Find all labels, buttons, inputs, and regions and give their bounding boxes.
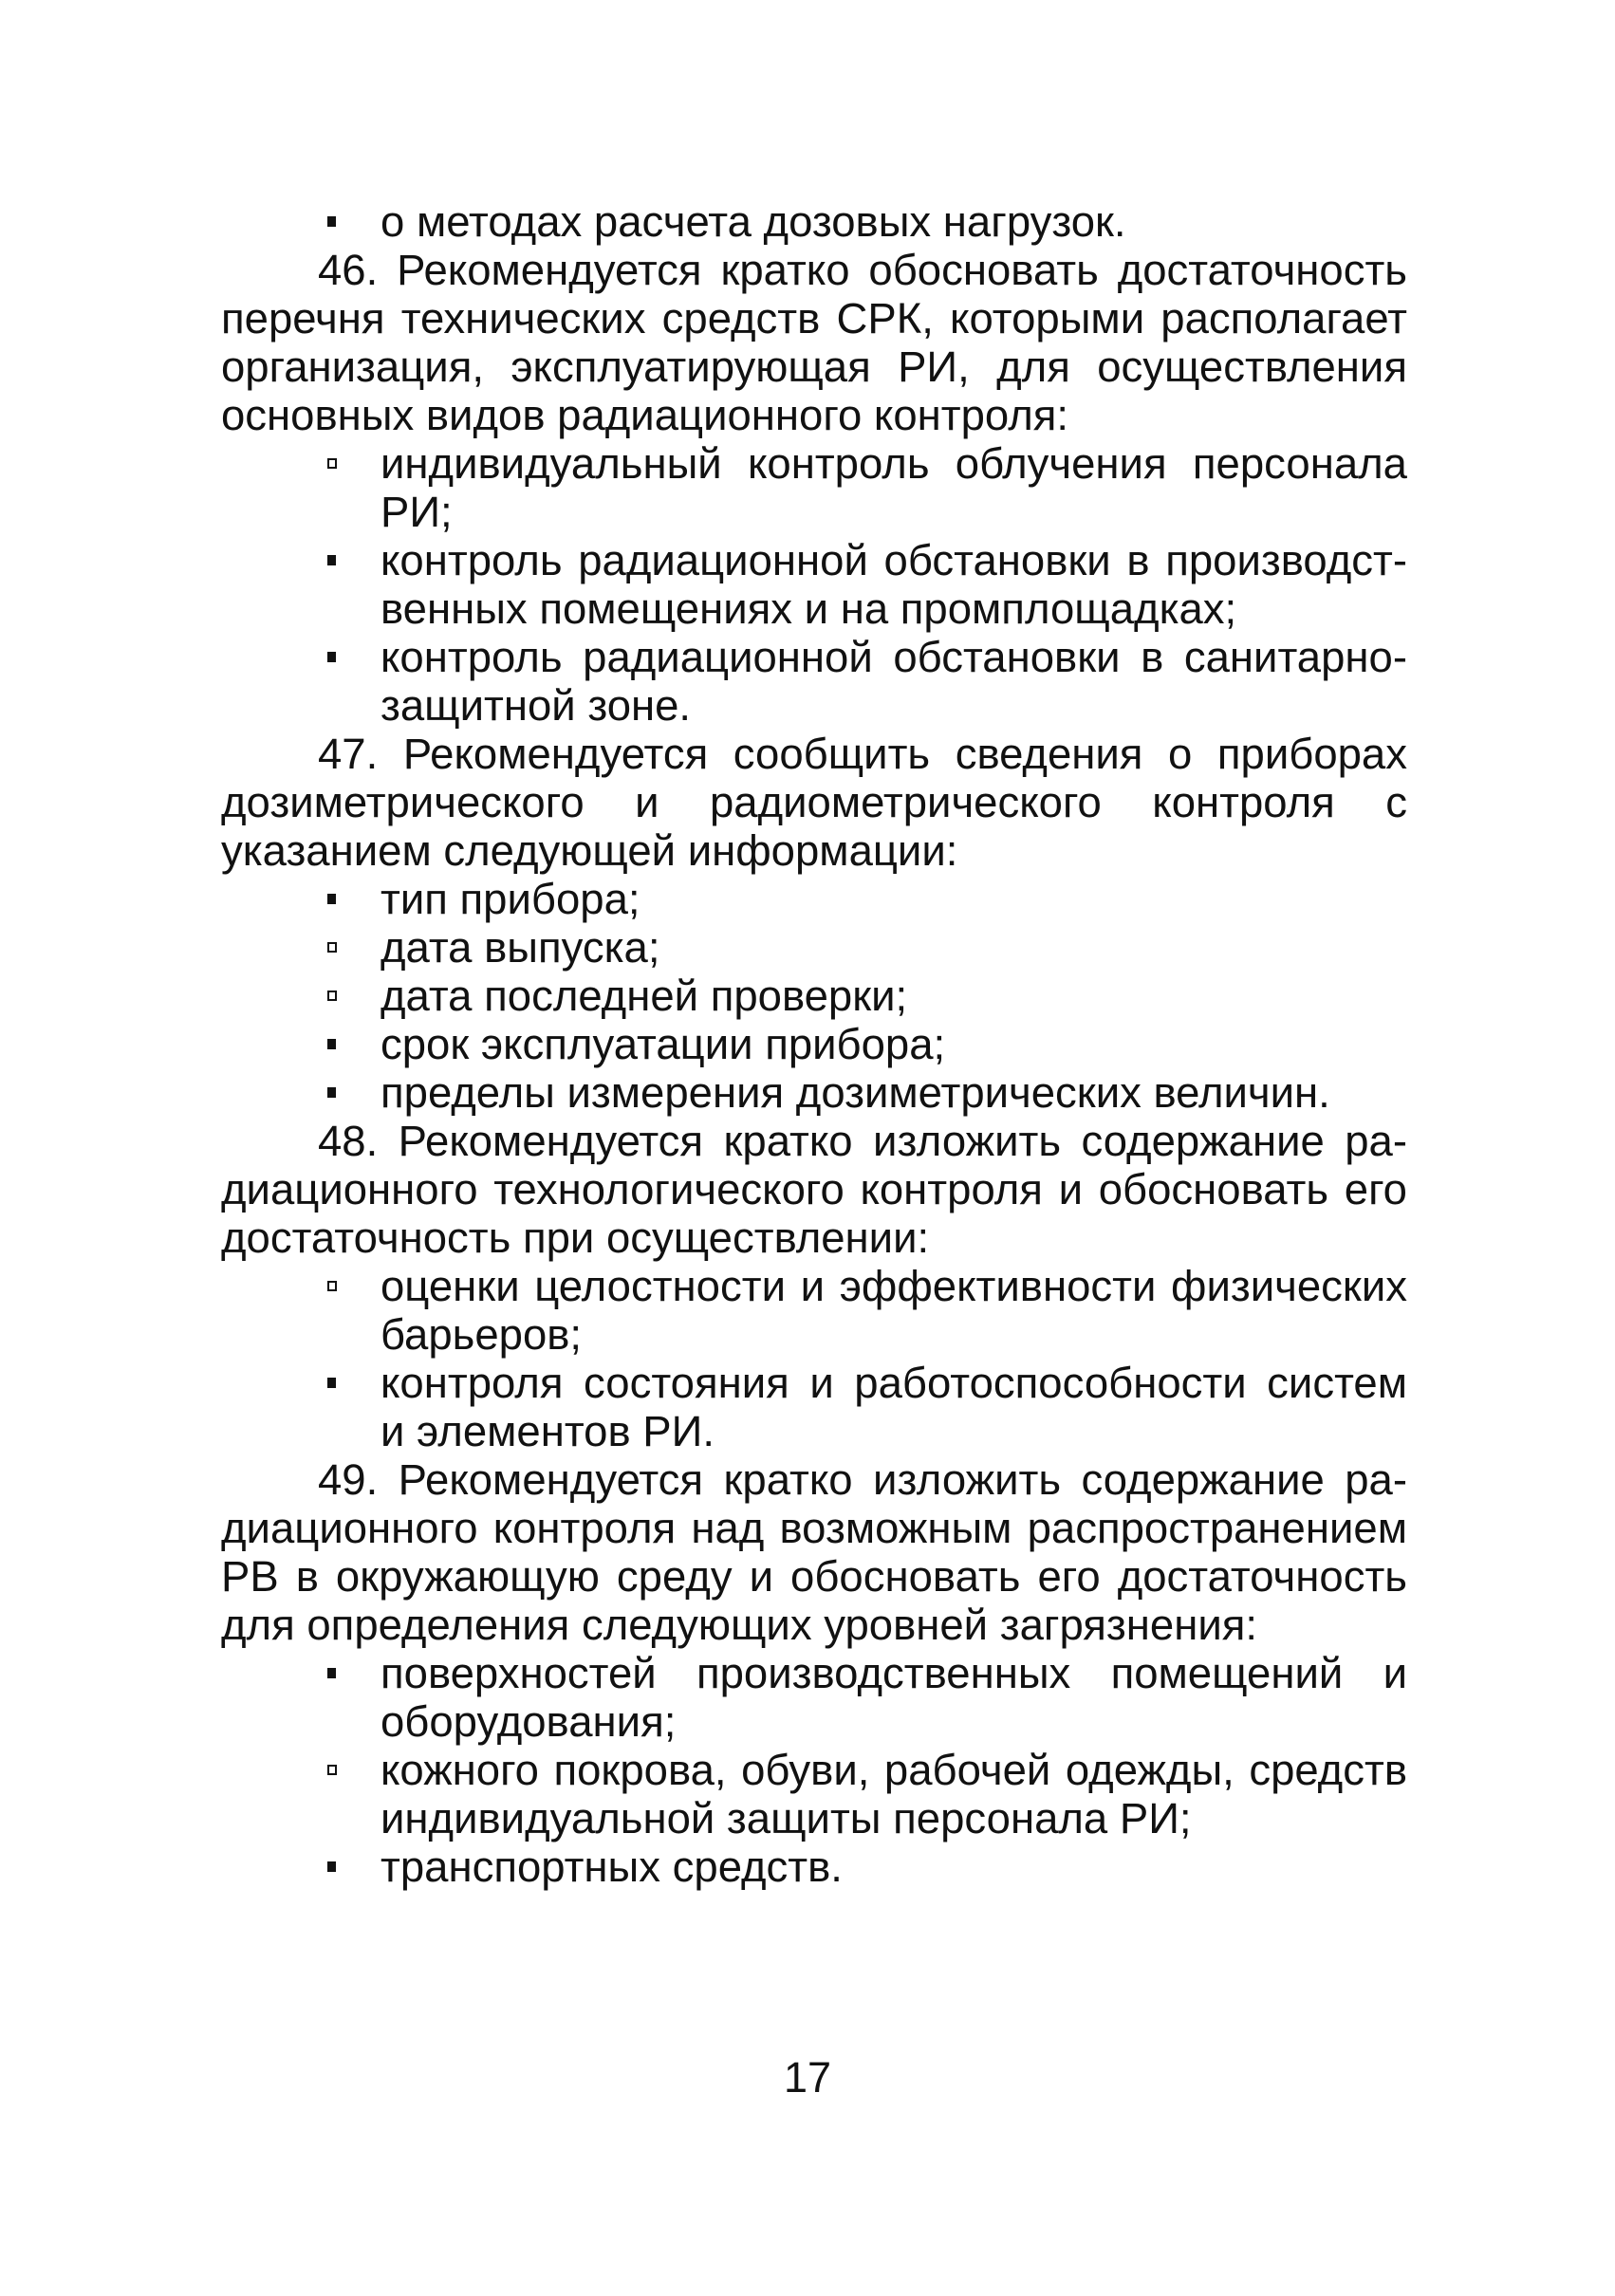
list-item bbox=[221, 1649, 1407, 1746]
bullet-marker bbox=[327, 1861, 336, 1872]
list-item bbox=[221, 1842, 1407, 1891]
bullet-marker bbox=[327, 991, 337, 1001]
list-item-text: поверхностей производственных помещений и оборудования; bbox=[381, 1649, 1407, 1746]
list-item bbox=[221, 1746, 1407, 1842]
page-number: 17 bbox=[783, 2053, 832, 2102]
list-item-text: контроль радиационной обстановки в производственных помещениях и на промплощадках; bbox=[381, 536, 1407, 633]
bullet-marker bbox=[327, 942, 337, 953]
list-item-text: дата выпуска; bbox=[381, 923, 660, 972]
list-item-text: о методах расчета дозовых нагрузок. bbox=[381, 197, 1126, 246]
bullet-marker bbox=[327, 1765, 337, 1775]
list-item bbox=[221, 875, 1407, 923]
bullet-marker bbox=[327, 652, 336, 662]
list-item bbox=[221, 1359, 1407, 1455]
bullet-marker bbox=[327, 1039, 336, 1049]
list-item-text: транспортных средств. bbox=[381, 1842, 843, 1891]
paragraph-47: 47. Рекомендуется сообщить сведения о приборах дозиметрического и радиометрического контроля с указанием следующей информации: bbox=[221, 730, 1407, 875]
list-item bbox=[221, 1262, 1407, 1359]
document-page bbox=[221, 197, 1407, 1891]
list-item bbox=[221, 197, 1407, 246]
paragraph-46: 46. Рекомендуется кратко обосновать достаточность перечня технических средств СРК, которыми располагает организация, эксплуатирующая РИ, для осуществления основных видов радиационного контроля: bbox=[221, 246, 1407, 439]
bullet-marker bbox=[327, 1378, 336, 1388]
list-item-text: тип прибора; bbox=[381, 875, 640, 923]
list-item-text: пределы измерения дозиметрических величин. bbox=[381, 1068, 1330, 1117]
list-item bbox=[221, 633, 1407, 730]
list-item bbox=[221, 923, 1407, 972]
bullet-marker bbox=[327, 1281, 337, 1291]
bullet-marker bbox=[327, 1087, 336, 1098]
bullet-marker bbox=[327, 458, 337, 469]
list-item-text: оценки целостности и эффективности физических барьеров; bbox=[381, 1262, 1407, 1359]
list-item-text: кожного покрова, обуви, рабочей одежды, средств индивидуальной защиты персонала РИ; bbox=[381, 1746, 1407, 1842]
bullet-marker bbox=[327, 555, 336, 565]
list-item-text: контроля состояния и работоспособности систем и элементов РИ. bbox=[381, 1359, 1407, 1455]
list-item-text: индивидуальный контроль облучения персонала РИ; bbox=[381, 439, 1407, 536]
list-item-text: срок эксплуатации прибора; bbox=[381, 1020, 946, 1068]
paragraph-48: 48. Рекомендуется кратко изложить содержание радиационного технологического контроля и обосновать его достаточность при осуществлении: bbox=[221, 1117, 1407, 1262]
list-item-text: контроль радиационной обстановки в санитарно-защитной зоне. bbox=[381, 633, 1407, 730]
paragraph-49: 49. Рекомендуется кратко изложить содержание радиационного контроля над возможным распространением РВ в окружающую среду и обосновать его достаточность для определения следующих уровней загрязнения: bbox=[221, 1455, 1407, 1649]
list-item bbox=[221, 439, 1407, 536]
bullet-marker bbox=[327, 216, 336, 227]
list-item bbox=[221, 972, 1407, 1020]
document-body bbox=[221, 197, 1407, 1891]
list-item bbox=[221, 536, 1407, 633]
list-item bbox=[221, 1020, 1407, 1068]
bullet-marker bbox=[327, 1668, 336, 1678]
list-item bbox=[221, 1068, 1407, 1117]
bullet-marker bbox=[327, 894, 336, 904]
list-item-text: дата последней проверки; bbox=[381, 972, 908, 1020]
